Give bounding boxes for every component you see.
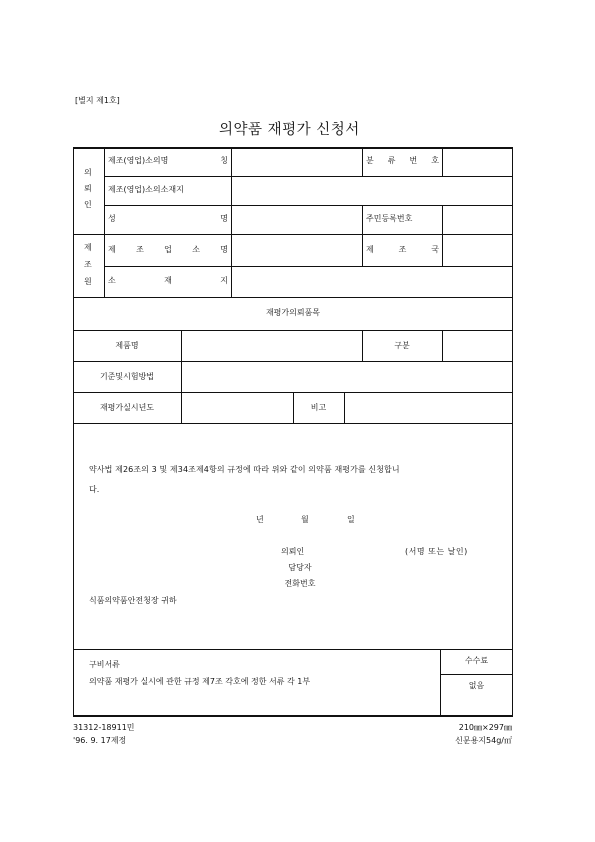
location-label: 소 재 지 <box>108 276 228 285</box>
manufacturing-site-label: 제 조 업 소 명 <box>108 245 228 254</box>
manufacturing-country-label: 제 조 국 <box>366 245 439 254</box>
person-name-label: 성 명 <box>108 214 228 223</box>
applicant-group-label-1: 의 <box>84 168 92 177</box>
paper-size: 210㎜×297㎜ <box>458 723 512 732</box>
phone-label: 전화번호 <box>284 579 316 588</box>
revision-date: '96. 9. 17제정 <box>73 736 127 745</box>
standard-test-method-label: 기준및시험방법 <box>99 372 155 381</box>
applicant-group-label-2: 뢰 <box>84 184 92 193</box>
date-day: 일 <box>347 515 355 524</box>
date-month: 월 <box>301 515 309 524</box>
applicant-signature-label: 의뢰인 <box>281 547 305 556</box>
statement-line-1: 약사법 제26조의 3 및 제34조제4항의 규정에 따라 위와 같이 의약품 재평가를 신청합니 <box>89 465 400 474</box>
remarks-label: 비고 <box>310 403 327 412</box>
date-year: 년 <box>256 515 264 524</box>
required-documents-text: 의약품 재평가 실시에 관한 규정 제7조 각호에 정한 서류 각 1부 <box>89 677 311 686</box>
class-number-label: 분 류 번 호 <box>366 156 439 165</box>
statement-line-2: 다. <box>89 485 100 494</box>
signature-note: (서명 또는 날인) <box>405 547 468 556</box>
addressee: 식품의약품안전청장 귀하 <box>89 596 177 605</box>
resident-number-label: 주민등록번호 <box>366 214 413 223</box>
form-code: 31312-18911민 <box>73 723 135 732</box>
manager-label: 담당자 <box>288 563 312 572</box>
product-section-label: 재평가의뢰품목 <box>265 308 321 317</box>
category-label: 구분 <box>394 341 410 350</box>
reevaluation-year-label: 재평가실시년도 <box>99 403 155 412</box>
business-address-label: 제조(영업)소의소재지 <box>108 185 184 194</box>
product-name-label: 제품명 <box>115 341 139 350</box>
fee-label: 수수료 <box>464 656 489 665</box>
required-documents-label: 구비서류 <box>89 660 120 669</box>
paper-type: 신문용지54g/㎡ <box>455 736 512 745</box>
manufacturer-group-label-3: 원 <box>84 277 92 286</box>
manufacturer-group-label-1: 제 <box>84 243 92 252</box>
manufacturer-group-label-2: 조 <box>84 260 92 269</box>
fee-value: 없음 <box>468 681 485 690</box>
page-title: 의약품 재평가 신청서 <box>219 122 360 138</box>
business-name-label: 제조(영업)소의명 칭 <box>108 156 228 165</box>
form-number: [별지 제1호] <box>75 96 120 105</box>
applicant-group-label-3: 인 <box>84 200 92 209</box>
